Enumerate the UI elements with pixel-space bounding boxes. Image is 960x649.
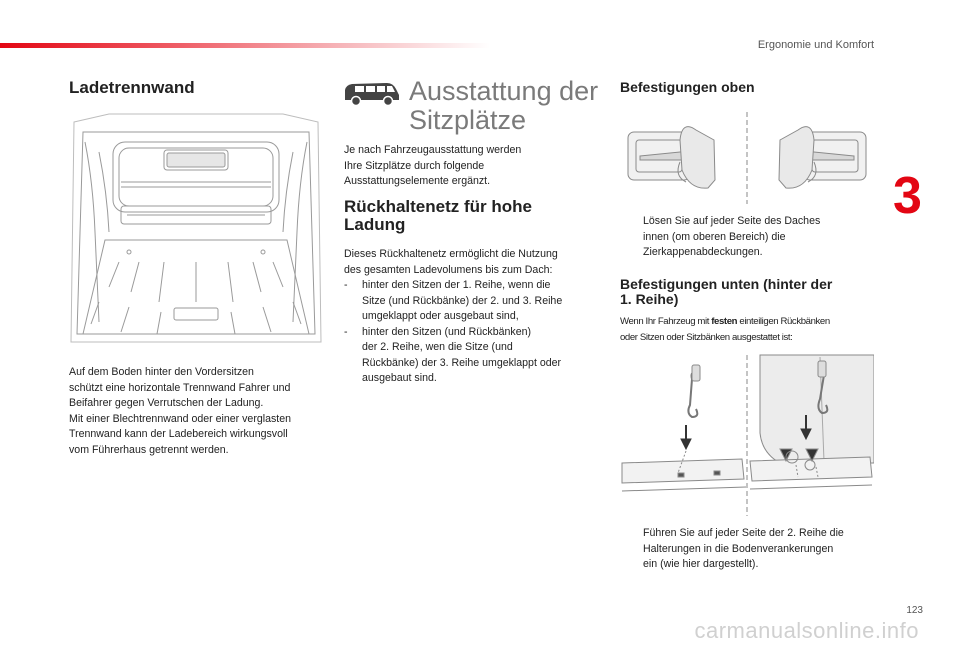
section-title-line: Ausstattung der <box>409 76 599 106</box>
instruction-step <box>620 214 880 261</box>
heading-rueckhaltenetz <box>344 198 574 234</box>
emphasis: festen <box>711 316 738 327</box>
heading-line: Befestigungen unten (hinter der <box>620 276 833 292</box>
text-line: umgeklappt oder ausgebaut sind, <box>362 310 519 322</box>
text-line: Lösen Sie auf jeder Seite des Daches <box>643 215 821 227</box>
text-line: vom Führerhaus getrennt werden. <box>69 443 229 456</box>
text-line: schützt eine horizontale Trennwand Fahrer und <box>69 381 291 394</box>
fixed-seats-condition <box>620 314 880 345</box>
section-title <box>409 77 609 135</box>
heading-befestigungen-unten <box>620 277 880 307</box>
cargo-area-illustration <box>69 112 323 344</box>
heading-ladetrennwand: Ladetrennwand <box>69 78 195 97</box>
intro-text <box>344 143 584 190</box>
section-title-line: Sitzplätze <box>409 105 527 135</box>
text-line: innen (om oberen Bereich) die <box>643 230 786 243</box>
text-line: hinter den Sitzen (und Rückbänken) <box>362 325 532 338</box>
text-line <box>620 314 880 330</box>
heading-line: Ladung <box>344 215 406 234</box>
watermark: carmanualsonline.info <box>694 618 919 643</box>
text-fragment: einteiligen Rückbänken <box>737 316 830 327</box>
text-line: ausgebaut sind. <box>362 372 437 384</box>
text-line: der 2. Reihe, wen die Sitze (und <box>362 341 513 353</box>
list-dash: - <box>344 325 348 338</box>
roof-anchor-illustration <box>620 110 874 206</box>
text-line: Mit einer Blechtrennwand oder einer verglasten <box>69 412 292 425</box>
text-line: Ihre Sitzplätze durch folgende <box>344 159 485 172</box>
step-floor-anchors <box>620 526 875 573</box>
text-line: Führen Sie auf jeder Seite der 2. Reihe die <box>643 527 844 539</box>
list-dash: - <box>344 279 348 291</box>
instruction-step <box>620 526 875 573</box>
step-marker <box>620 526 643 573</box>
heading-befestigungen-oben: Befestigungen oben <box>620 79 755 95</box>
text-line: Halterungen in die Bodenverankerungen <box>643 542 834 555</box>
list-item <box>344 278 599 325</box>
text-line: Ausstattungselemente ergänzt. <box>344 175 491 187</box>
text-line: oder Sitzen oder Sitzbänken ausgestattet ist: <box>620 331 793 343</box>
ladetrennwand-description <box>69 365 327 458</box>
list-item <box>344 325 599 387</box>
floor-anchor-illustration <box>620 353 874 518</box>
header-accent-bar <box>0 43 490 48</box>
text-line: Zierkappenabdeckungen. <box>643 246 763 258</box>
rueckhaltenetz-description <box>344 247 599 387</box>
step-roof-anchors <box>620 214 880 261</box>
text-line: Trennwand kann der Ladebereich wirkungsvoll <box>69 428 288 440</box>
text-line: Je nach Fahrzeugausstattung werden <box>344 144 522 156</box>
text-line: Sitze (und Rückbänke) der 2. und 3. Reihe <box>362 294 563 307</box>
van-icon <box>343 80 401 106</box>
text-line: Auf dem Boden hinter den Vordersitzen <box>69 366 254 378</box>
heading-line: Rückhaltenetz für hohe <box>344 197 532 216</box>
text-fragment: Wenn Ihr Fahrzeug mit <box>620 316 712 327</box>
text-line: hinter den Sitzen der 1. Reihe, wenn die <box>362 279 551 291</box>
text-line: des gesamten Ladevolumens bis zum Dach: <box>344 263 553 276</box>
page-number: 123 <box>906 605 923 616</box>
step-marker <box>620 214 643 261</box>
chapter-number: 3 <box>893 167 922 225</box>
text-line: Dieses Rückhaltenetz ermöglicht die Nutzung <box>344 248 558 260</box>
text-line: Beifahrer gegen Verrutschen der Ladung. <box>69 397 264 409</box>
section-label: Ergonomie und Komfort <box>757 39 874 51</box>
text-line: ein (wie hier dargestellt). <box>643 558 759 570</box>
heading-line: 1. Reihe) <box>620 291 679 307</box>
text-line: Rückbänke) der 3. Reihe umgeklappt oder <box>362 356 562 369</box>
